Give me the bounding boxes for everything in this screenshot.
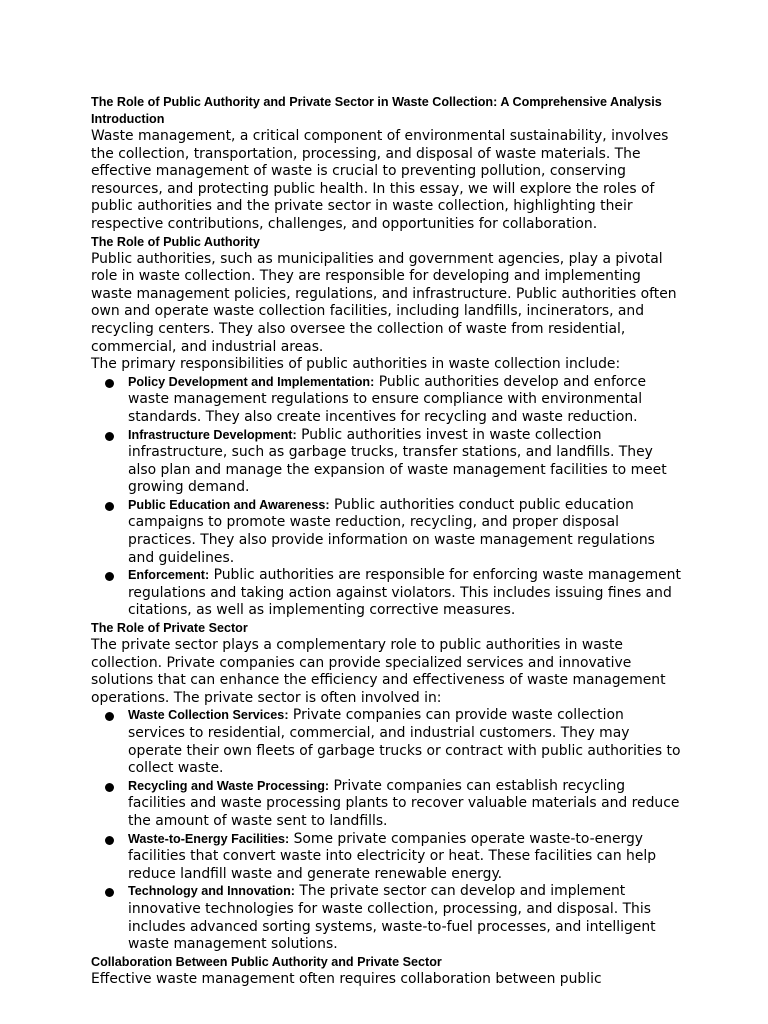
bullet-list-public-authority (91, 374, 681, 620)
list-item-term: Public Education and Awareness: (128, 497, 330, 512)
list-item-term: Waste Collection Services: (128, 708, 289, 723)
list-item-term: Waste-to-Energy Facilities: (128, 831, 290, 846)
bullet-icon (105, 888, 114, 897)
paragraph: Waste management, a critical component of environmental sustainability, involves the collection, transportation, processing, and disposal of waste materials. The effective management of waste is crucial to preventing pollution, conserving resources, and protecting public health. In this essay, we will explore the roles of public authorities and the private sector in waste collection, highlighting their respective contributions, challenges, and opportunities for collaboration. (91, 128, 669, 232)
list-item (91, 374, 681, 427)
list-item-text: The private sector can develop and implement innovative technologies for waste collection, processing, and disposal. This includes advanced sorting systems, waste-to-fuel processes, and intelligent waste management solutions. (128, 883, 656, 953)
bullet-list-private-sector (91, 707, 681, 953)
list-item-text: Private companies can provide waste collection services to residential, commercial, and industrial customers. They may operate their own fleets of garbage trucks or contract with public authorities to collect waste. (128, 707, 681, 777)
list-item-term: Recycling and Waste Processing: (128, 778, 330, 793)
paragraph: The primary responsibilities of public authorities in waste collection include: (91, 356, 621, 373)
bullet-icon (105, 432, 114, 441)
paragraph: Effective waste management often requires collaboration between public (91, 970, 602, 987)
bullet-icon (105, 783, 114, 792)
list-item-text: Public authorities conduct public education campaigns to promote waste reduction, recycling, and proper disposal practices. They also provide information on waste management regulations and guidelines. (128, 496, 655, 566)
bullet-icon (105, 572, 114, 581)
document-title: The Role of Public Authority and Private Sector in Waste Collection: A Comprehensive Analysis (91, 95, 662, 109)
list-item-term: Policy Development and Implementation: (128, 374, 375, 389)
list-item-text: Public authorities develop and enforce waste management regulations to ensure compliance with environmental standards. They also create incentives for recycling and waste reduction. (128, 373, 647, 425)
bullet-icon (105, 379, 114, 388)
document-page (91, 94, 681, 988)
list-item (91, 427, 681, 497)
list-item (91, 883, 681, 953)
list-item (91, 707, 681, 777)
list-item-term: Technology and Innovation: (128, 884, 295, 899)
bullet-icon (105, 502, 114, 511)
list-item-text: Public authorities invest in waste collection infrastructure, such as garbage trucks, transfer stations, and landfills. They also plan and manage the expansion of waste management facilities to meet growing demand. (128, 426, 667, 496)
list-item (91, 567, 681, 620)
bullet-icon (105, 836, 114, 845)
list-item-term: Infrastructure Development: (128, 427, 297, 442)
list-item-text: Private companies can establish recycling facilities and waste processing plants to recover valuable materials and reduce the amount of waste sent to landfills. (128, 777, 680, 829)
list-item-text: Some private companies operate waste-to-energy facilities that convert waste into electricity or heat. These facilities can help reduce landfill waste and generate renewable energy. (128, 830, 657, 882)
bullet-icon (105, 712, 114, 721)
section-heading-introduction: Introduction (91, 112, 165, 126)
list-item-text: Public authorities are responsible for enforcing waste management regulations and taking action against violators. This includes issuing fines and citations, as well as implementing corrective measures. (128, 567, 681, 619)
section-heading-collaboration: Collaboration Between Public Authority and Private Sector (91, 954, 442, 969)
list-item (91, 497, 681, 567)
section-heading-public-authority: The Role of Public Authority (91, 234, 260, 249)
section-heading-private-sector: The Role of Private Sector (91, 621, 248, 636)
paragraph: The private sector plays a complementary role to public authorities in waste collection. Private companies can provide specialized services and innovative solutions that can enhance the efficiency and effectiveness of waste management operations. The private sector is often involved in: (91, 637, 666, 706)
paragraph: Public authorities, such as municipalities and government agencies, play a pivotal role in waste collection. They are responsible for developing and implementing waste management policies, regulations, and infrastructure. Public authorities often own and operate waste collection facilities, including landfills, incinerators, and recycling centers. They also oversee the collection of waste from residential, commercial, and industrial areas. (91, 250, 677, 355)
list-item (91, 778, 681, 831)
list-item (91, 831, 681, 884)
list-item-term: Enforcement: (128, 568, 210, 583)
